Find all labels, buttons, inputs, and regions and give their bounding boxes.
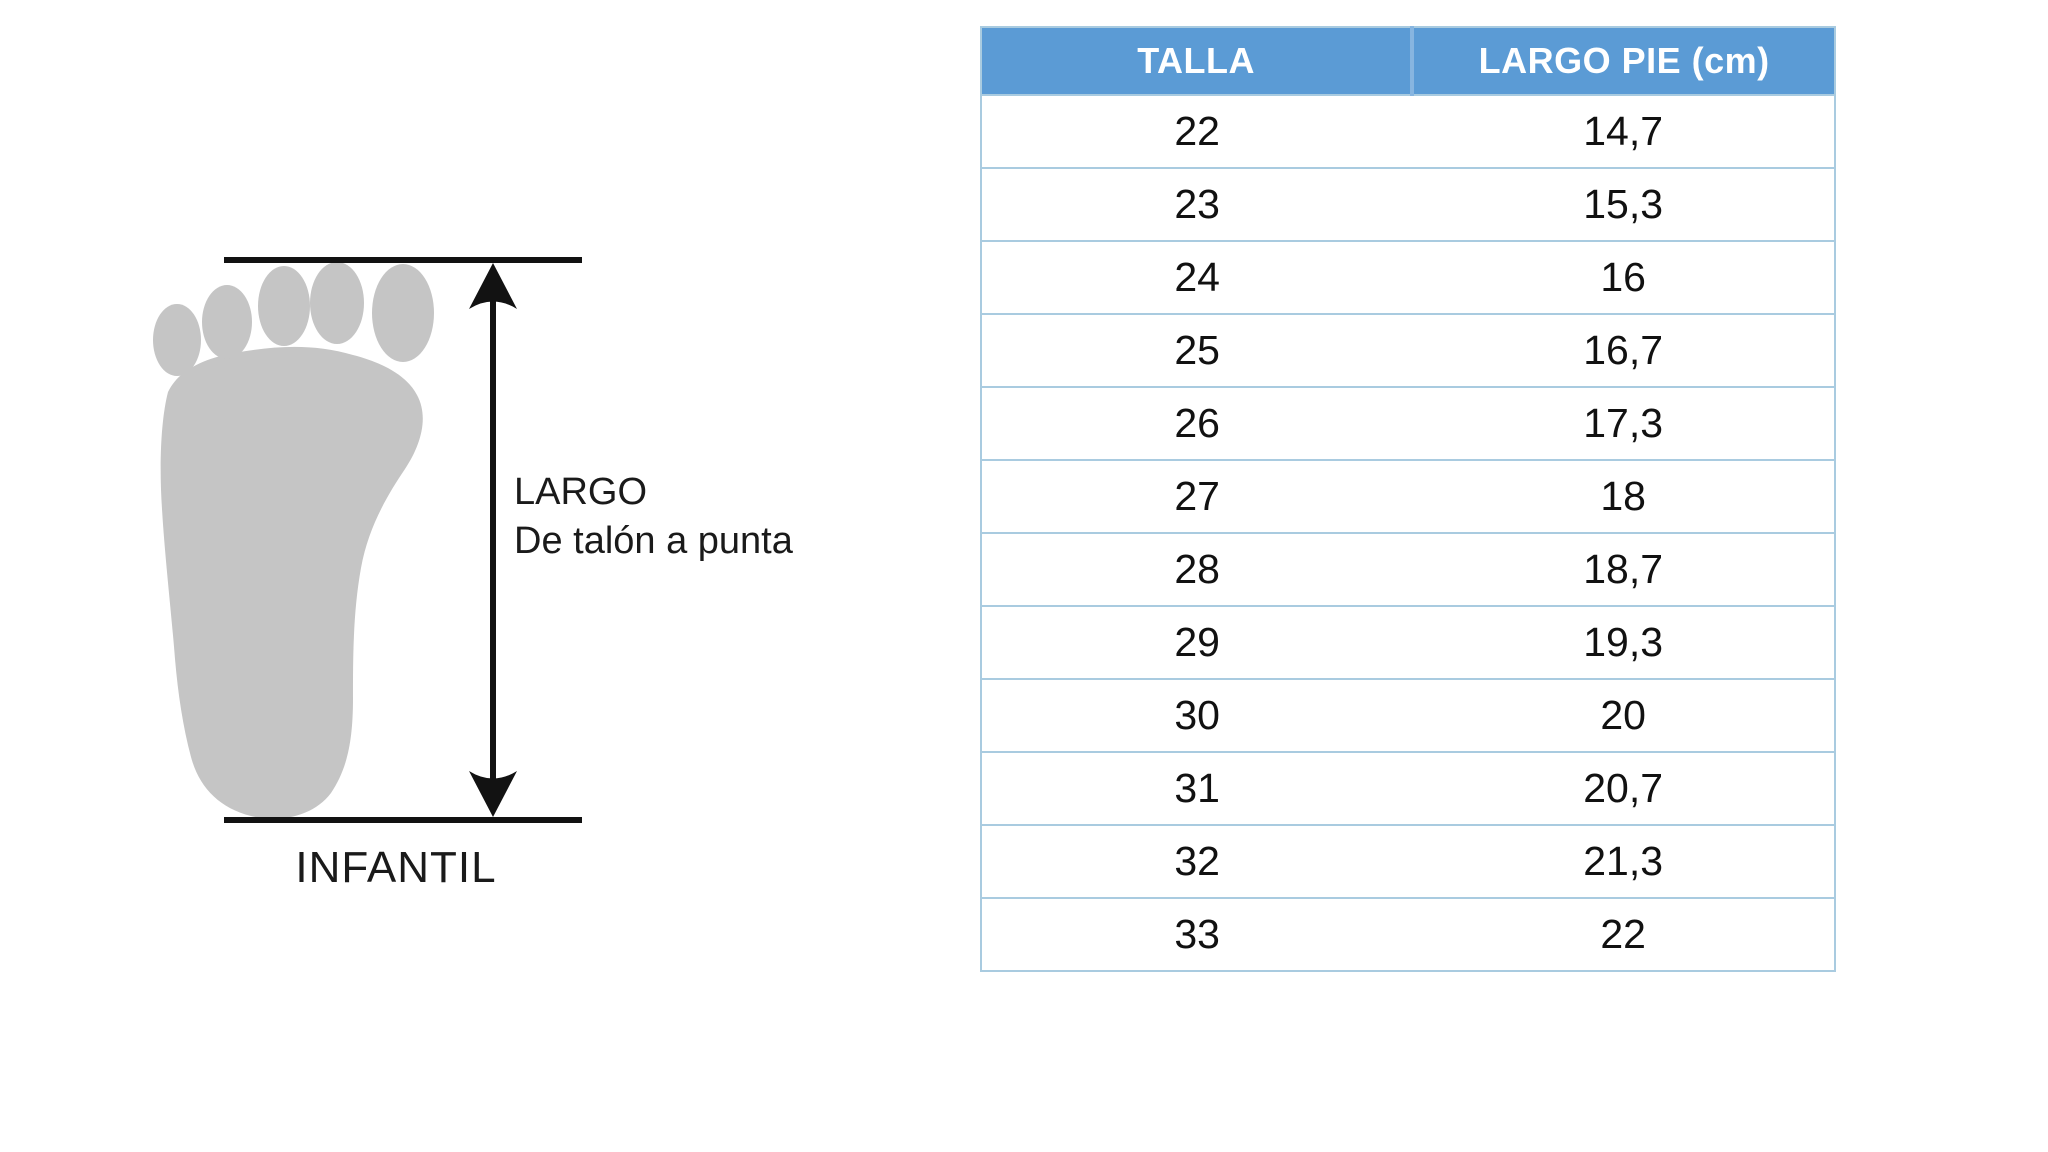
cell-talla: 28 [981,533,1412,606]
foot-toe-big-icon [372,264,434,362]
top-measure-line [224,257,582,263]
table-row [981,387,1835,460]
cell-largo: 19,3 [1412,606,1835,679]
table-row [981,533,1835,606]
size-table-header-largo: LARGO PIE (cm) [1412,27,1835,95]
cell-largo: 21,3 [1412,825,1835,898]
length-label [514,468,793,566]
table-row [981,679,1835,752]
table-row [981,825,1835,898]
cell-largo: 16 [1412,241,1835,314]
foot-toe-2-icon [202,285,252,359]
cell-talla: 29 [981,606,1412,679]
cell-largo: 14,7 [1412,95,1835,168]
cell-talla: 32 [981,825,1412,898]
measure-arrow-shaft [490,280,496,800]
table-row [981,752,1835,825]
size-table-header-talla: TALLA [981,27,1412,95]
caption-infantil: INFANTIL [295,843,497,892]
size-table-header-row [981,27,1835,95]
foot-toe-little-icon [153,304,201,376]
cell-talla: 23 [981,168,1412,241]
cell-talla: 26 [981,387,1412,460]
cell-talla: 24 [981,241,1412,314]
cell-largo: 18,7 [1412,533,1835,606]
foot-toe-3-icon [258,266,310,346]
cell-talla: 31 [981,752,1412,825]
cell-largo: 17,3 [1412,387,1835,460]
cell-largo: 15,3 [1412,168,1835,241]
table-row [981,241,1835,314]
table-row [981,460,1835,533]
table-row [981,606,1835,679]
size-table [980,26,1836,972]
cell-largo: 20 [1412,679,1835,752]
cell-talla: 27 [981,460,1412,533]
foot-sole-icon [161,347,423,819]
foot-toe-4-icon [310,262,364,344]
length-label-subtitle: De talón a punta [514,520,793,562]
bottom-measure-line [224,817,582,823]
cell-largo: 20,7 [1412,752,1835,825]
table-row [981,898,1835,971]
cell-largo: 16,7 [1412,314,1835,387]
cell-largo: 18 [1412,460,1835,533]
cell-talla: 30 [981,679,1412,752]
table-row [981,314,1835,387]
cell-talla: 22 [981,95,1412,168]
table-row [981,168,1835,241]
cell-talla: 25 [981,314,1412,387]
table-row [981,95,1835,168]
length-label-title: LARGO [514,471,648,513]
cell-largo: 22 [1412,898,1835,971]
cell-talla: 33 [981,898,1412,971]
